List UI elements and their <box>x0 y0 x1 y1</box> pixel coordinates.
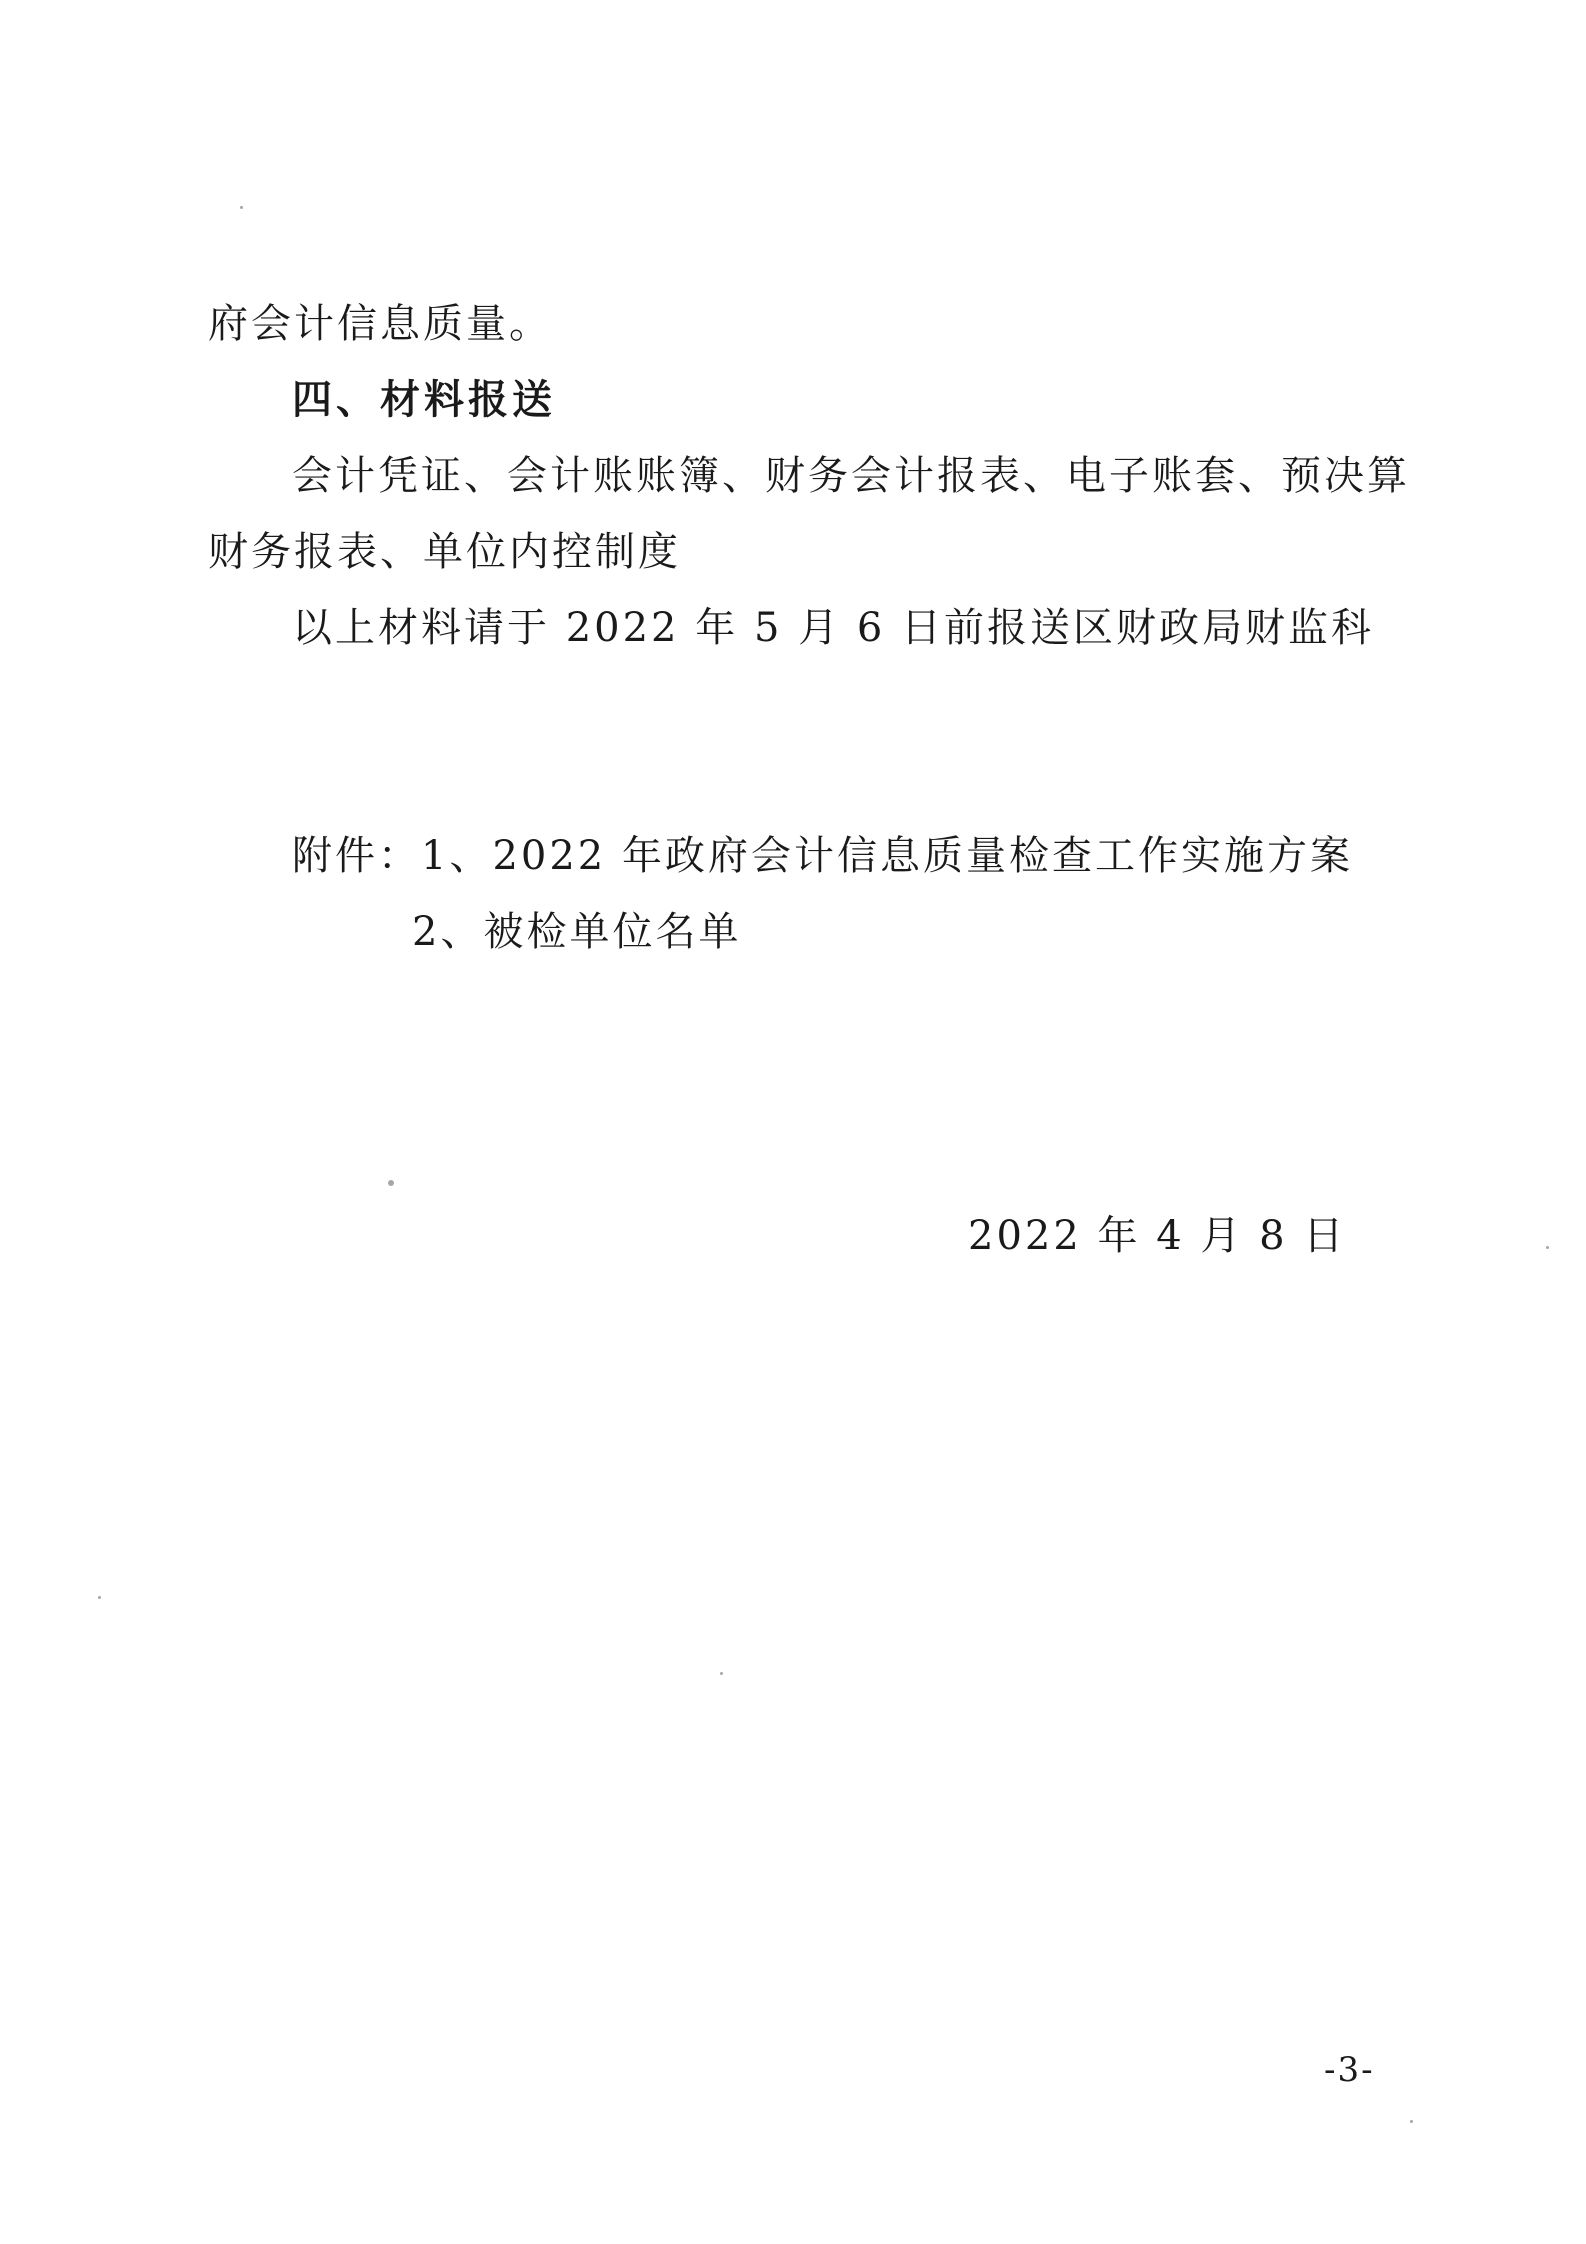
deadline-text-line: 以上材料请于 2022 年 5 月 6 日前报送区财政局财监科 <box>292 605 1374 651</box>
scan-speck <box>1546 1246 1549 1249</box>
scan-speck <box>720 1672 723 1675</box>
scan-speck <box>98 1596 101 1599</box>
attachment-item: 2、被检单位名单 <box>412 909 742 955</box>
attachment-item: 附件：1、2022 年政府会计信息质量检查工作实施方案 <box>292 833 1353 879</box>
signature-date: 2022 年 4 月 8 日 <box>968 1213 1347 1259</box>
scan-speck <box>1410 2120 1413 2123</box>
section-heading: 四、材料报送 <box>292 377 556 423</box>
materials-text-line: 会计凭证、会计账账簿、财务会计报表、电子账套、预决算 <box>292 453 1410 499</box>
page-number: -3- <box>1324 2050 1375 2090</box>
scan-speck <box>388 1180 394 1186</box>
body-text-line: 府会计信息质量。 <box>208 301 552 347</box>
materials-text-line: 财务报表、单位内控制度 <box>208 529 681 575</box>
scan-speck <box>240 206 243 209</box>
